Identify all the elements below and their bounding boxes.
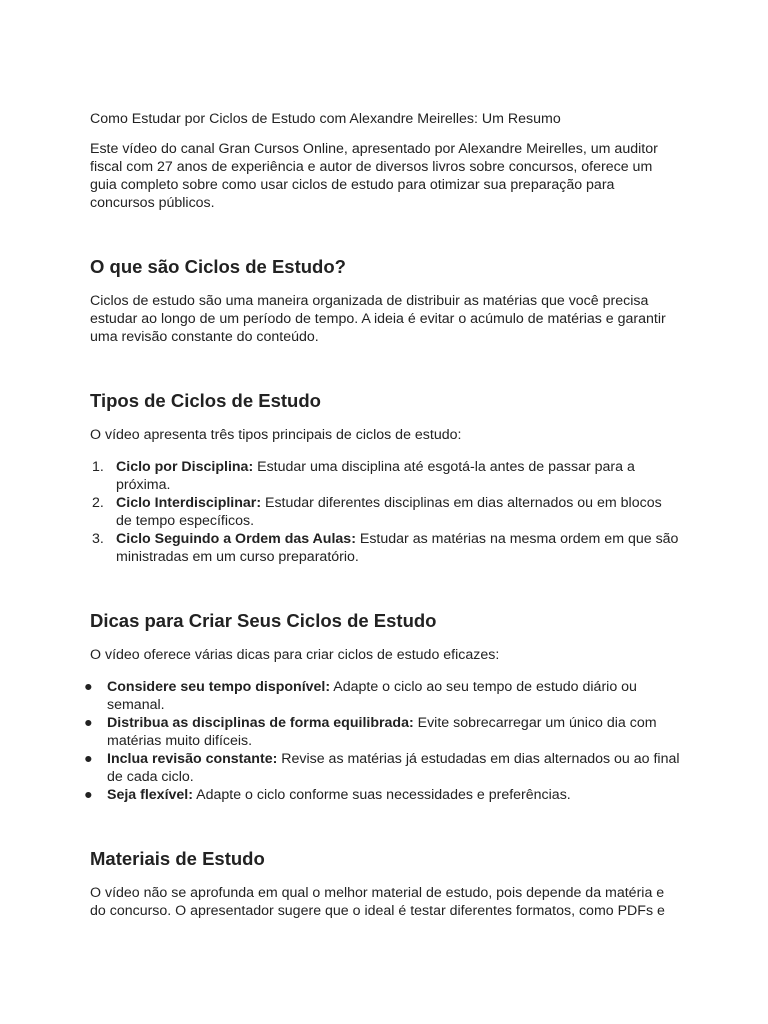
- bullet-icon: ●: [84, 787, 93, 803]
- list-item-text: Revise as matérias já estudadas em dias alternados ou ao final de cada ciclo.: [107, 751, 680, 785]
- bullet-icon: ●: [84, 751, 93, 767]
- list-item: [84, 714, 680, 750]
- cycle-types-lead: O vídeo apresenta três tipos principais de ciclos de estudo:: [90, 427, 462, 443]
- list-item-text: Estudar uma disciplina até esgotá-la antes de passar para a próxima.: [116, 459, 635, 493]
- cycle-types-list: [90, 458, 680, 566]
- list-number: 3.: [92, 531, 104, 547]
- list-item: [90, 530, 680, 566]
- tips-list: [84, 678, 680, 804]
- list-item: [84, 678, 680, 714]
- list-number: 2.: [92, 495, 104, 511]
- heading-materials: Materiais de Estudo: [90, 848, 265, 869]
- list-item-term: Distribua as disciplinas de forma equilibrada:: [107, 715, 414, 731]
- bullet-icon: ●: [84, 679, 93, 695]
- document-page: [84, 110, 680, 920]
- tips-lead: O vídeo oferece várias dicas para criar ciclos de estudo eficazes:: [90, 647, 500, 663]
- list-item-text: Estudar as matérias na mesma ordem em que são ministradas em um curso preparatório.: [116, 531, 679, 565]
- list-item-text: Estudar diferentes disciplinas em dias alternados ou em blocos de tempo específicos.: [116, 495, 662, 529]
- heading-what-are-cycles: O que são Ciclos de Estudo?: [90, 256, 346, 277]
- list-item-text: Adapte o ciclo conforme suas necessidades e preferências.: [192, 787, 571, 803]
- list-number: 1.: [92, 459, 104, 475]
- list-item-term: Ciclo Seguindo a Ordem das Aulas:: [116, 531, 356, 547]
- materials-paragraph: O vídeo não se aprofunda em qual o melhor material de estudo, pois depende da matéria e do concurso. O apresentador sugere que o ideal é testar diferentes formatos, como PDFs e: [90, 885, 665, 919]
- list-item: [90, 494, 680, 530]
- what-are-cycles-paragraph: Ciclos de estudo são uma maneira organizada de distribuir as matérias que você precisa estudar ao longo de um período de tempo. A ideia é evitar o acúmulo de matérias e garantir uma revisão constante do conteúdo.: [90, 293, 666, 345]
- list-item-term: Inclua revisão constante:: [107, 751, 278, 767]
- list-item-term: Considere seu tempo disponível:: [107, 679, 331, 695]
- list-item-text: Adapte o ciclo ao seu tempo de estudo diário ou semanal.: [107, 679, 637, 713]
- list-item-term: Seja flexível:: [107, 787, 193, 803]
- list-item: [84, 786, 680, 804]
- list-item-term: Ciclo Interdisciplinar:: [116, 495, 262, 511]
- intro-paragraph: Este vídeo do canal Gran Cursos Online, apresentado por Alexandre Meirelles, um auditor fiscal com 27 anos de experiência e autor de diversos livros sobre concursos, oferece um guia completo sobre como usar ciclos de estudo para otimizar sua preparação para concursos públicos.: [90, 141, 658, 211]
- list-item-term: Ciclo por Disciplina:: [116, 459, 254, 475]
- heading-cycle-types: Tipos de Ciclos de Estudo: [90, 390, 321, 411]
- list-item-text: Evite sobrecarregar um único dia com matérias muito difíceis.: [107, 715, 657, 749]
- document-title: Como Estudar por Ciclos de Estudo com Alexandre Meirelles: Um Resumo: [90, 111, 561, 127]
- heading-tips: Dicas para Criar Seus Ciclos de Estudo: [90, 610, 437, 631]
- list-item: [84, 750, 680, 786]
- list-item: [90, 458, 680, 494]
- bullet-icon: ●: [84, 715, 93, 731]
